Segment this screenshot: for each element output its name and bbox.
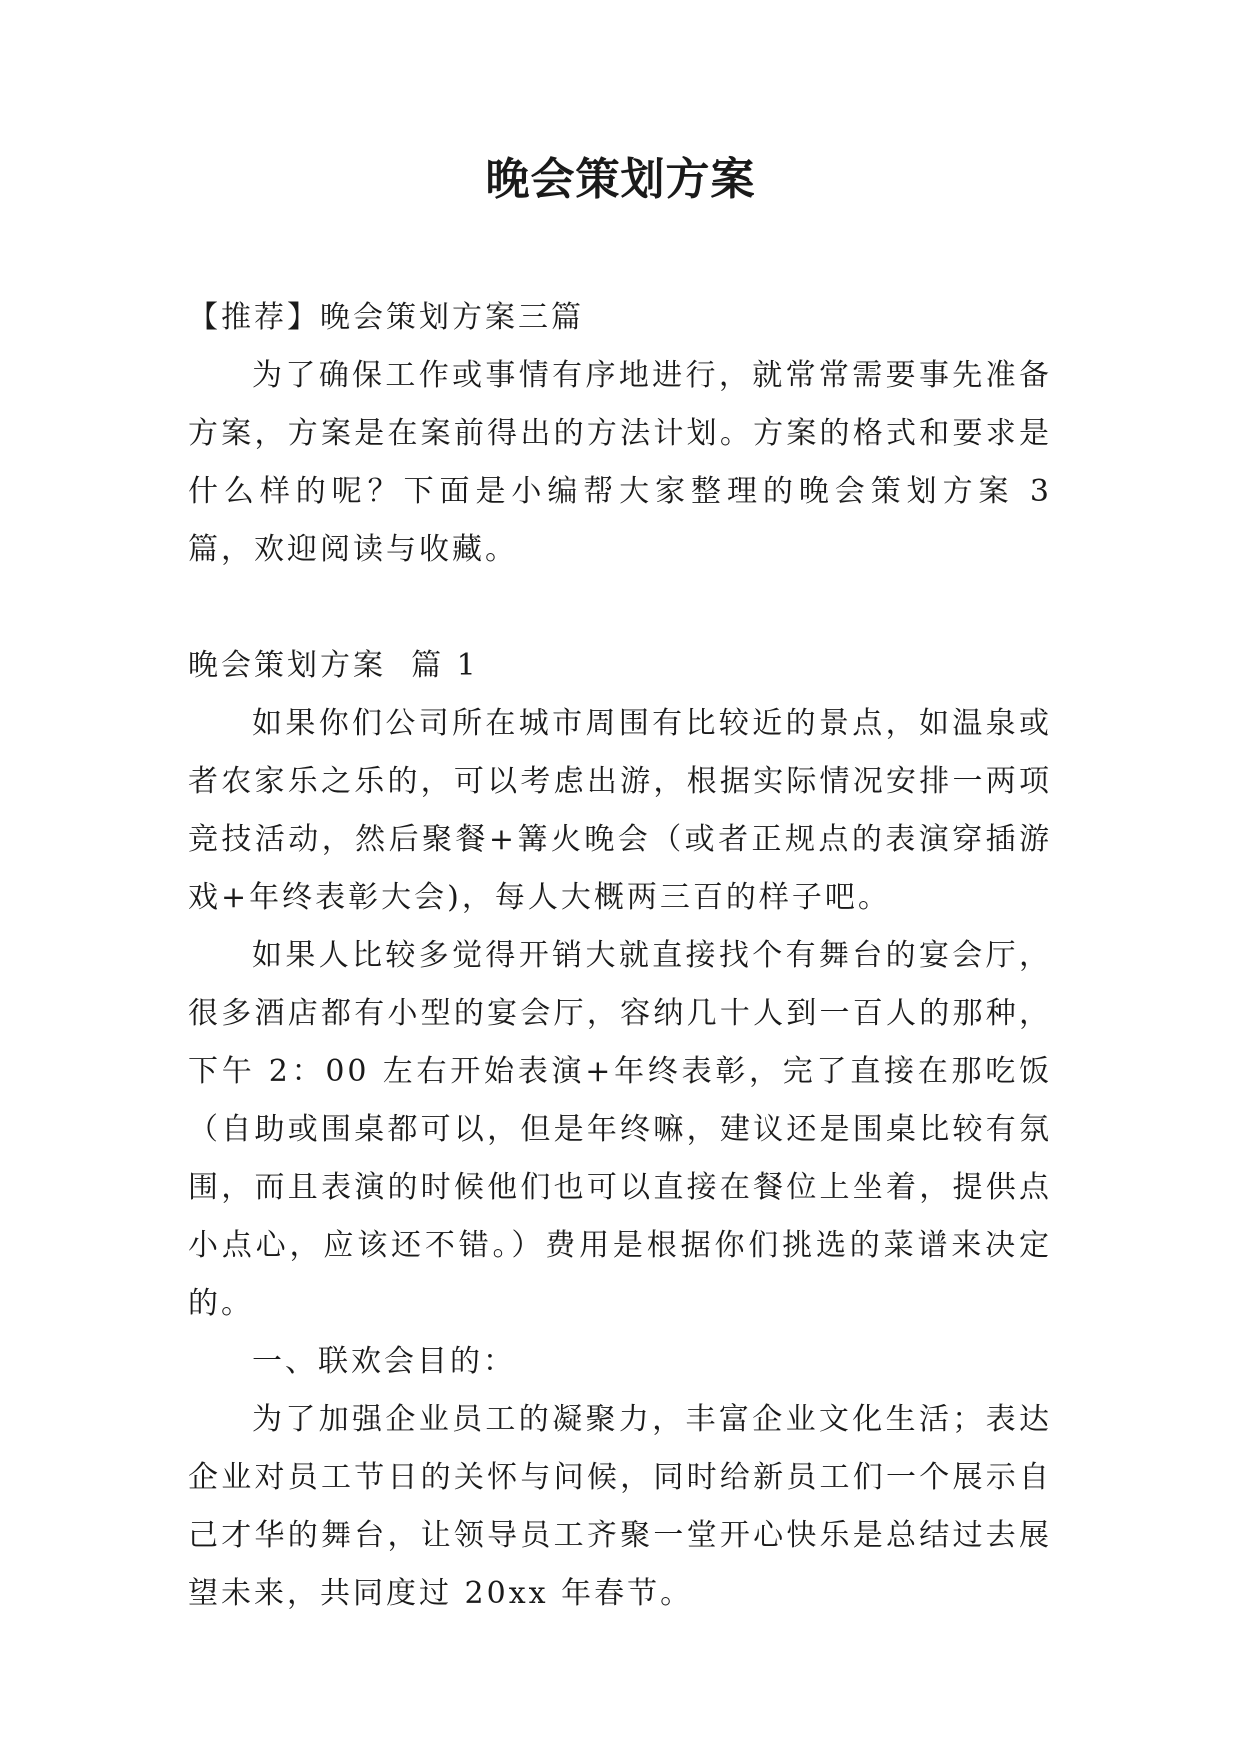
paragraph-2: 如果人比较多觉得开销大就直接找个有舞台的宴会厅，很多酒店都有小型的宴会厅，容纳几十人到一百人的那种，下午 2：00 左右开始表演+年终表彰，完了直接在那吃饭（自助或围桌都可以，但是年终嘛，建议还是围桌比较有氛围，而且表演的时候他们也可以直接在餐位上坐着，提供点小点心，应该还不错。）费用是根据你们挑选的菜谱来决定的。 [188, 938, 1052, 1321]
paragraph-3: 为了加强企业员工的凝聚力，丰富企业文化生活；表达企业对员工节日的关怀与问候，同时给新员工们一个展示自己才华的舞台，让领导员工齐聚一堂开心快乐是总结过去展望未来，共同度过 20xx 年春节。 [188, 1402, 1052, 1611]
section-spacer [188, 579, 1052, 637]
document-body [188, 289, 1052, 1623]
document-title: 晚会策划方案 [485, 154, 756, 205]
recommend-line: 【推荐】晚会策划方案三篇 [188, 300, 584, 335]
intro-paragraph: 为了确保工作或事情有序地进行，就常常需要事先准备方案，方案是在案前得出的方法计划。方案的格式和要求是什么样的呢？下面是小编帮大家整理的晚会策划方案 3 篇，欢迎阅读与收藏。 [188, 358, 1052, 567]
subheading-purpose: 一、联欢会目的： [252, 1344, 516, 1379]
paragraph-1: 如果你们公司所在城市周围有比较近的景点，如温泉或者农家乐之乐的，可以考虑出游，根据实际情况安排一两项竞技活动，然后聚餐+篝火晚会（或者正规点的表演穿插游戏+年终表彰大会)，每人大概两三百的样子吧。 [188, 706, 1052, 915]
section-heading: 晚会策划方案 篇 1 [188, 648, 479, 683]
